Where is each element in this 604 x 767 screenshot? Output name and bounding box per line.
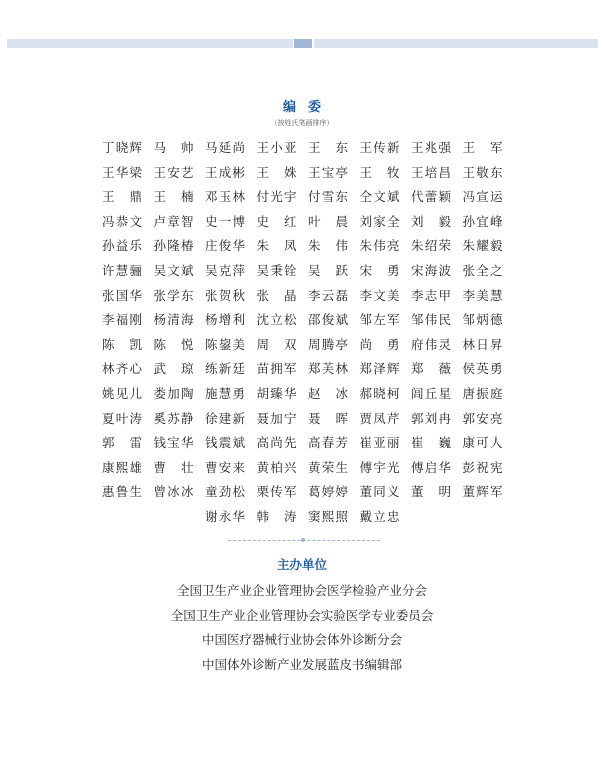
member-name: 周腾亭: [308, 336, 348, 352]
member-name: 崔亚丽: [359, 435, 400, 451]
name-row: [102, 139, 522, 164]
member-name: 史一博: [205, 213, 245, 229]
member-name: 刘家全: [359, 213, 400, 229]
member-name: 曾冰冰: [153, 484, 194, 500]
member-name: 陈 悦: [153, 336, 194, 352]
member-name: 王成彬: [205, 164, 245, 180]
member-name: 吴秉铨: [256, 262, 297, 278]
member-name: 童劲松: [205, 484, 245, 500]
member-name: 郑 薇: [411, 361, 451, 377]
member-name: 黄柏兴: [256, 459, 297, 475]
editorial-names-grid: [102, 139, 522, 533]
member-name: 卢章智: [153, 213, 194, 229]
member-name: 苗拥军: [256, 361, 297, 377]
member-name: 李云磊: [308, 287, 348, 303]
member-name: 邵俊斌: [308, 312, 348, 328]
member-name: 彭祝宪: [462, 459, 503, 475]
member-name: 黄荣生: [308, 459, 348, 475]
member-name: 栗传军: [256, 484, 297, 500]
name-row: [102, 188, 522, 213]
member-name: 李美慧: [462, 287, 503, 303]
header-bar-right: [314, 39, 598, 48]
organizer-item: 全国卫生产业企业管理协会实验医学专业委员会: [170, 607, 434, 623]
name-row: [102, 434, 522, 459]
member-name: 朱 凤: [256, 238, 297, 254]
member-name: 高春芳: [308, 435, 348, 451]
member-name: 王宝亭: [308, 164, 348, 180]
member-name: 谢永华: [205, 508, 245, 524]
member-name: 张全之: [462, 262, 503, 278]
member-name: 马 帅: [153, 140, 194, 155]
member-name: 侯英勇: [462, 361, 503, 377]
member-name: 奚苏静: [153, 410, 194, 426]
member-name: 张学东: [153, 287, 194, 303]
member-name: 郝晓柯: [359, 385, 400, 401]
member-name: 宋 勇: [359, 262, 400, 278]
section-divider: [228, 540, 380, 542]
member-name: 林日昇: [462, 336, 503, 352]
divider-dot: [301, 538, 305, 542]
member-name: 朱 伟: [308, 238, 348, 254]
member-name: 徐建新: [205, 410, 245, 426]
member-name: 许慧骊: [102, 262, 142, 278]
member-name: 周 双: [256, 336, 297, 352]
member-name: 吴克萍: [205, 262, 245, 278]
member-name: 施慧勇: [205, 385, 245, 401]
member-name: 王 鼎: [102, 189, 142, 205]
name-row: [102, 164, 522, 189]
member-name: 王培昌: [411, 164, 451, 180]
member-name: 吴 跃: [308, 262, 348, 278]
member-name: 孙宜峰: [462, 213, 503, 229]
member-name: 聂 晖: [308, 410, 348, 426]
member-name: 代蕾颖: [411, 189, 451, 205]
header-bar-marker: [294, 39, 312, 48]
member-name: 郑泽辉: [359, 361, 400, 377]
member-name: 韩 涛: [256, 508, 297, 524]
member-name: 曹 壮: [153, 459, 194, 475]
member-name: 王 东: [308, 140, 348, 155]
name-row: [102, 459, 522, 484]
member-name: 王 楠: [153, 189, 194, 205]
member-name: 聂加宁: [256, 410, 297, 426]
member-name: 崔 巍: [411, 435, 451, 451]
member-name: 王 军: [462, 140, 503, 155]
member-name: 胡臻华: [256, 385, 297, 401]
member-name: 邓玉林: [205, 189, 245, 205]
organizers-list: [0, 579, 604, 677]
member-name: 练新廷: [205, 361, 245, 377]
header-bar-left: [7, 39, 293, 48]
member-name: 丁晓辉: [102, 140, 142, 155]
name-row: [102, 360, 522, 385]
member-name: 杨增利: [205, 312, 245, 328]
member-name: 唐振庭: [462, 385, 503, 401]
member-name: 康可人: [462, 435, 503, 451]
member-name: 郭安亮: [462, 410, 503, 426]
member-name: 郭 雷: [102, 435, 142, 451]
member-name: 葛婷婷: [308, 484, 348, 500]
member-name: 王 姝: [256, 164, 297, 180]
member-name: 王传新: [359, 140, 400, 155]
member-name: 林齐心: [102, 361, 142, 377]
member-name: 孙益乐: [102, 238, 142, 254]
member-name: 尚 勇: [359, 336, 400, 352]
member-name: 王华梁: [102, 164, 142, 180]
member-name: 赵 冰: [308, 385, 348, 401]
member-name: 刘 毅: [411, 213, 451, 229]
header-bar: [7, 39, 598, 48]
member-name: 董辉军: [462, 484, 503, 500]
name-row: [102, 262, 522, 287]
member-name: 陈鋆美: [205, 336, 245, 352]
member-name: 王安艺: [153, 164, 194, 180]
member-name: 钱宝华: [153, 435, 194, 451]
member-name: 郑芙林: [308, 361, 348, 377]
member-name: 邹炳德: [462, 312, 503, 328]
member-name: 姚见儿: [102, 385, 142, 401]
member-name: 张 晶: [256, 287, 297, 303]
member-name: 王兆强: [411, 140, 451, 155]
member-name: 宋海波: [411, 262, 451, 278]
member-name: 杨清海: [153, 312, 194, 328]
member-name: 王敬东: [462, 164, 503, 180]
member-name: 李文美: [359, 287, 400, 303]
member-name: 傅宇光: [359, 459, 400, 475]
member-name: 张国华: [102, 287, 142, 303]
name-row: [102, 287, 522, 312]
member-name: 戴立忠: [359, 508, 400, 524]
member-name: 叶 晨: [308, 213, 348, 229]
member-name: 张贺秋: [205, 287, 245, 303]
member-name: 钱震斌: [205, 435, 245, 451]
member-name: 郭刘冉: [411, 410, 451, 426]
member-name: 娄加陶: [153, 385, 194, 401]
member-name: 付雪东: [308, 189, 348, 205]
member-name: 武 琼: [153, 361, 194, 377]
member-name: 王小亚: [256, 140, 297, 155]
member-name: 康熙雄: [102, 459, 142, 475]
editorial-subtitle: （按姓氏笔画排序）: [270, 119, 334, 127]
member-name: 史 红: [256, 213, 297, 229]
name-row: [102, 483, 522, 508]
name-row: [102, 410, 522, 435]
name-row: [102, 237, 522, 262]
member-name: 陈 凯: [102, 336, 142, 352]
member-name: 董 明: [411, 484, 451, 500]
member-name: 朱耀毅: [462, 238, 503, 254]
organizer-item: 全国卫生产业企业管理协会医学检验产业分会: [176, 583, 427, 598]
member-name: 朱绍荣: [411, 238, 451, 254]
member-name: 高尚先: [256, 435, 297, 451]
member-name: 马延尚: [205, 140, 245, 155]
organizers-title: 主办单位: [276, 557, 327, 572]
name-row: [102, 213, 522, 238]
member-name: 惠鲁生: [102, 484, 142, 500]
member-name: 贾凤芹: [359, 410, 400, 426]
member-name: 孙隆椿: [153, 238, 194, 254]
member-name: 王 牧: [359, 164, 400, 180]
member-name: 李志甲: [411, 287, 451, 303]
member-name: 付光宇: [256, 189, 297, 205]
member-name: 夏叶涛: [102, 410, 142, 426]
organizer-item: 中国体外诊断产业发展蓝皮书编辑部: [201, 656, 402, 672]
member-name: 朱伟亮: [359, 238, 400, 254]
name-row: [102, 311, 522, 336]
member-name: 庄俊华: [205, 238, 245, 254]
name-row: [102, 508, 522, 533]
name-row: [102, 336, 522, 361]
member-name: 曹安来: [205, 459, 245, 475]
member-name: 董同义: [359, 484, 400, 500]
member-name: 闾丘星: [411, 385, 451, 401]
member-name: 李福刚: [102, 312, 142, 328]
member-name: 冯恭文: [102, 213, 142, 229]
member-name: 傅启华: [411, 459, 451, 475]
editorial-title: 编委: [282, 100, 333, 115]
member-name: 窦熙照: [308, 508, 348, 524]
member-name: 邹左军: [359, 312, 400, 328]
name-row: [102, 385, 522, 410]
member-name: 邹伟民: [411, 312, 451, 328]
member-name: 吴文斌: [153, 262, 194, 278]
organizer-item: 中国医疗器械行业协会体外诊断分会: [201, 632, 402, 647]
member-name: 仝文斌: [359, 189, 400, 205]
member-name: 沈立松: [256, 312, 297, 328]
member-name: 府伟灵: [411, 336, 451, 352]
member-name: 冯宣运: [462, 189, 503, 205]
